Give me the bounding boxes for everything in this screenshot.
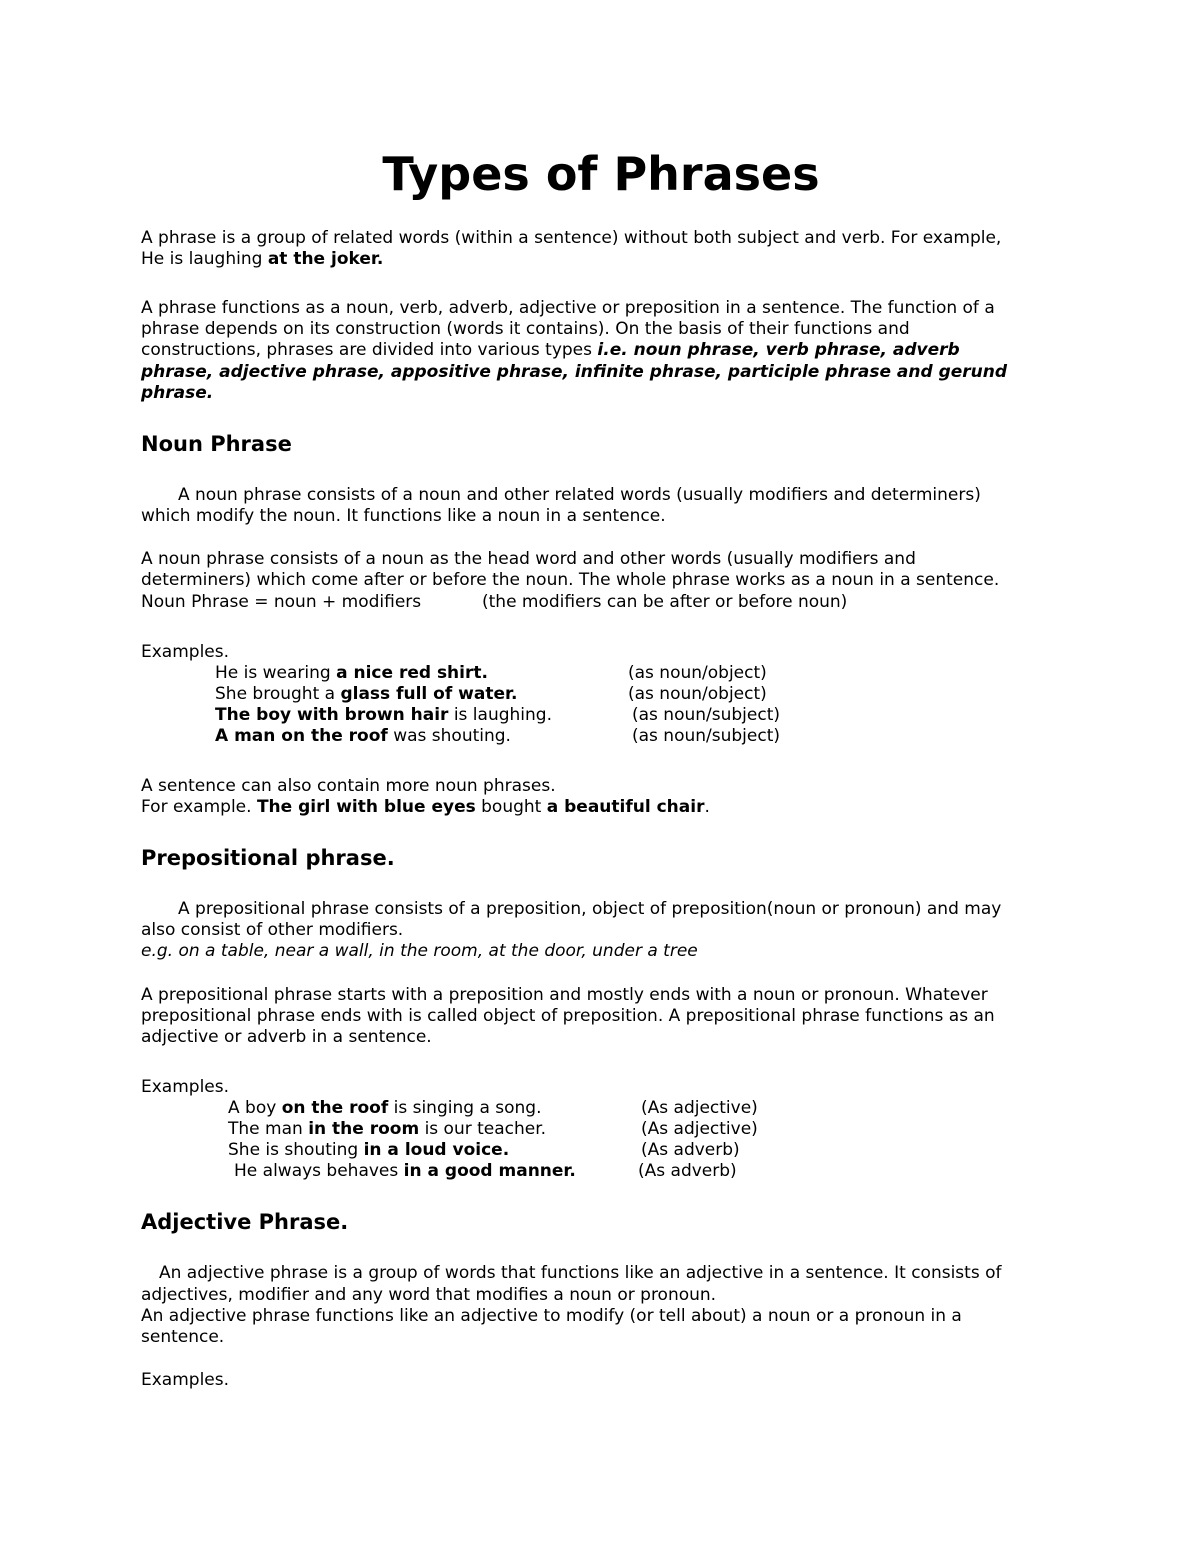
noun-formula: Noun Phrase = noun + modifiers — [141, 592, 422, 612]
adj-line-1: An adjective phrase is a group of words that functions like an adjective in a sentence. It consists of — [159, 1263, 1002, 1283]
example-phrase: a beautiful chair — [546, 797, 705, 817]
prep-example-2 — [228, 1119, 546, 1140]
intro-line-1: A phrase is a group of related words (within a sentence) without both subject and verb. For example, — [141, 228, 1002, 248]
example-text: . — [704, 797, 710, 817]
example-phrase: in a loud voice. — [363, 1140, 510, 1160]
noun-example-3-note: (as noun/subject) — [632, 705, 781, 725]
example-phrase: glass full of water. — [340, 684, 518, 704]
example-text: is our teacher. — [419, 1119, 547, 1139]
example-text: The man — [228, 1119, 309, 1139]
example-text: She is shouting — [228, 1140, 364, 1160]
intro-line-2 — [141, 249, 383, 270]
example-phrase: in the room — [308, 1119, 420, 1139]
prep-p2-line-1: A prepositional phrase starts with a preposition and mostly ends with a noun or pronoun. Whatever — [141, 985, 988, 1005]
prep-example-4-note: (As adverb) — [638, 1161, 737, 1181]
intro-example-bold: at the joker. — [267, 249, 384, 269]
prep-example-3 — [228, 1140, 509, 1161]
noun-more-line-2 — [141, 797, 710, 818]
example-phrase: a nice red shirt. — [336, 663, 488, 683]
prep-example-1-note: (As adjective) — [641, 1098, 758, 1118]
prep-p2-line-3: adjective or adverb in a sentence. — [141, 1027, 432, 1047]
noun-example-2 — [215, 684, 517, 705]
example-phrase: in a good manner. — [403, 1161, 576, 1181]
noun-formula-note: (the modifiers can be after or before noun) — [482, 592, 848, 612]
noun-example-1-note: (as noun/object) — [628, 663, 767, 683]
adj-examples-label: Examples. — [141, 1370, 230, 1390]
heading-initial: N — [141, 432, 159, 456]
functions-line-2: phrase depends on its construction (words it contains). On the basis of their functions and — [141, 319, 910, 339]
intro-text: He is laughing — [141, 249, 268, 269]
functions-line-1: A phrase functions as a noun, verb, adverb, adjective or preposition in a sentence. The function of a — [141, 298, 995, 318]
functions-line-5: phrase. — [141, 383, 214, 403]
noun-more-line-1: A sentence can also contain more noun phrases. — [141, 776, 556, 796]
prep-p2-line-2: prepositional phrase ends with is called object of preposition. A prepositional phrase functions as an — [141, 1006, 995, 1026]
noun-example-4 — [215, 726, 511, 747]
noun-phrase-heading — [141, 431, 292, 457]
example-text: He always behaves — [234, 1161, 404, 1181]
noun-example-1 — [215, 663, 488, 684]
prep-example-1 — [228, 1098, 542, 1119]
page-title: Types of Phrases — [382, 147, 820, 201]
noun-example-2-note: (as noun/object) — [628, 684, 767, 704]
prep-example-3-note: (As adverb) — [641, 1140, 740, 1160]
example-text: A boy — [228, 1098, 282, 1118]
example-phrase: A man on the roof — [215, 726, 388, 746]
noun-p2-line-2: determiners) which come after or before the noun. The whole phrase works as a noun in a sentence. — [141, 570, 1000, 590]
prep-example-2-note: (As adjective) — [641, 1119, 758, 1139]
adjective-phrase-heading: Adjective Phrase. — [141, 1210, 349, 1234]
functions-line-4: phrase, adjective phrase, appositive phrase, infinite phrase, participle phrase and gerund — [141, 362, 1008, 382]
example-text: For example. — [141, 797, 257, 817]
heading-rest: oun Phrase — [158, 432, 292, 456]
example-phrase: The boy with brown hair — [215, 705, 449, 725]
noun-p1-line-2: which modify the noun. It functions like a noun in a sentence. — [141, 506, 666, 526]
noun-p2-line-1: A noun phrase consists of a noun as the head word and other words (usually modifiers and — [141, 549, 916, 569]
prepositional-phrase-heading: Prepositional phrase. — [141, 846, 395, 870]
example-text: She brought a — [215, 684, 341, 704]
example-phrase: on the roof — [281, 1098, 389, 1118]
example-text: He is wearing — [215, 663, 337, 683]
prep-examples-label: Examples. — [141, 1077, 230, 1097]
example-text: is singing a song. — [388, 1098, 542, 1118]
adj-line-2: adjectives, modifier and any word that modifies a noun or pronoun. — [141, 1285, 717, 1305]
functions-text: constructions, phrases are divided into various types — [141, 340, 598, 360]
noun-p1-line-1: A noun phrase consists of a noun and other related words (usually modifiers and determiners) — [178, 485, 981, 505]
prep-p1-line-2: also consist of other modifiers. — [141, 920, 404, 940]
example-phrase: The girl with blue eyes — [256, 797, 476, 817]
noun-example-3 — [215, 705, 552, 726]
prep-p1-line-3: e.g. on a table, near a wall, in the room, at the door, under a tree — [141, 941, 698, 961]
example-text: was shouting. — [387, 726, 511, 746]
noun-examples-label: Examples. — [141, 642, 230, 662]
adj-line-4: sentence. — [141, 1327, 225, 1347]
phrase-types-list: i.e. noun phrase, verb phrase, adverb — [597, 340, 960, 360]
adj-line-3: An adjective phrase functions like an adjective to modify (or tell about) a noun or a pronoun in a — [141, 1306, 962, 1326]
example-text: is laughing. — [448, 705, 552, 725]
example-text: bought — [475, 797, 547, 817]
functions-line-3 — [141, 340, 960, 361]
prep-example-4 — [234, 1161, 576, 1182]
noun-example-4-note: (as noun/subject) — [632, 726, 781, 746]
prep-p1-line-1: A prepositional phrase consists of a preposition, object of preposition(noun or pronoun) and may — [178, 899, 1002, 919]
